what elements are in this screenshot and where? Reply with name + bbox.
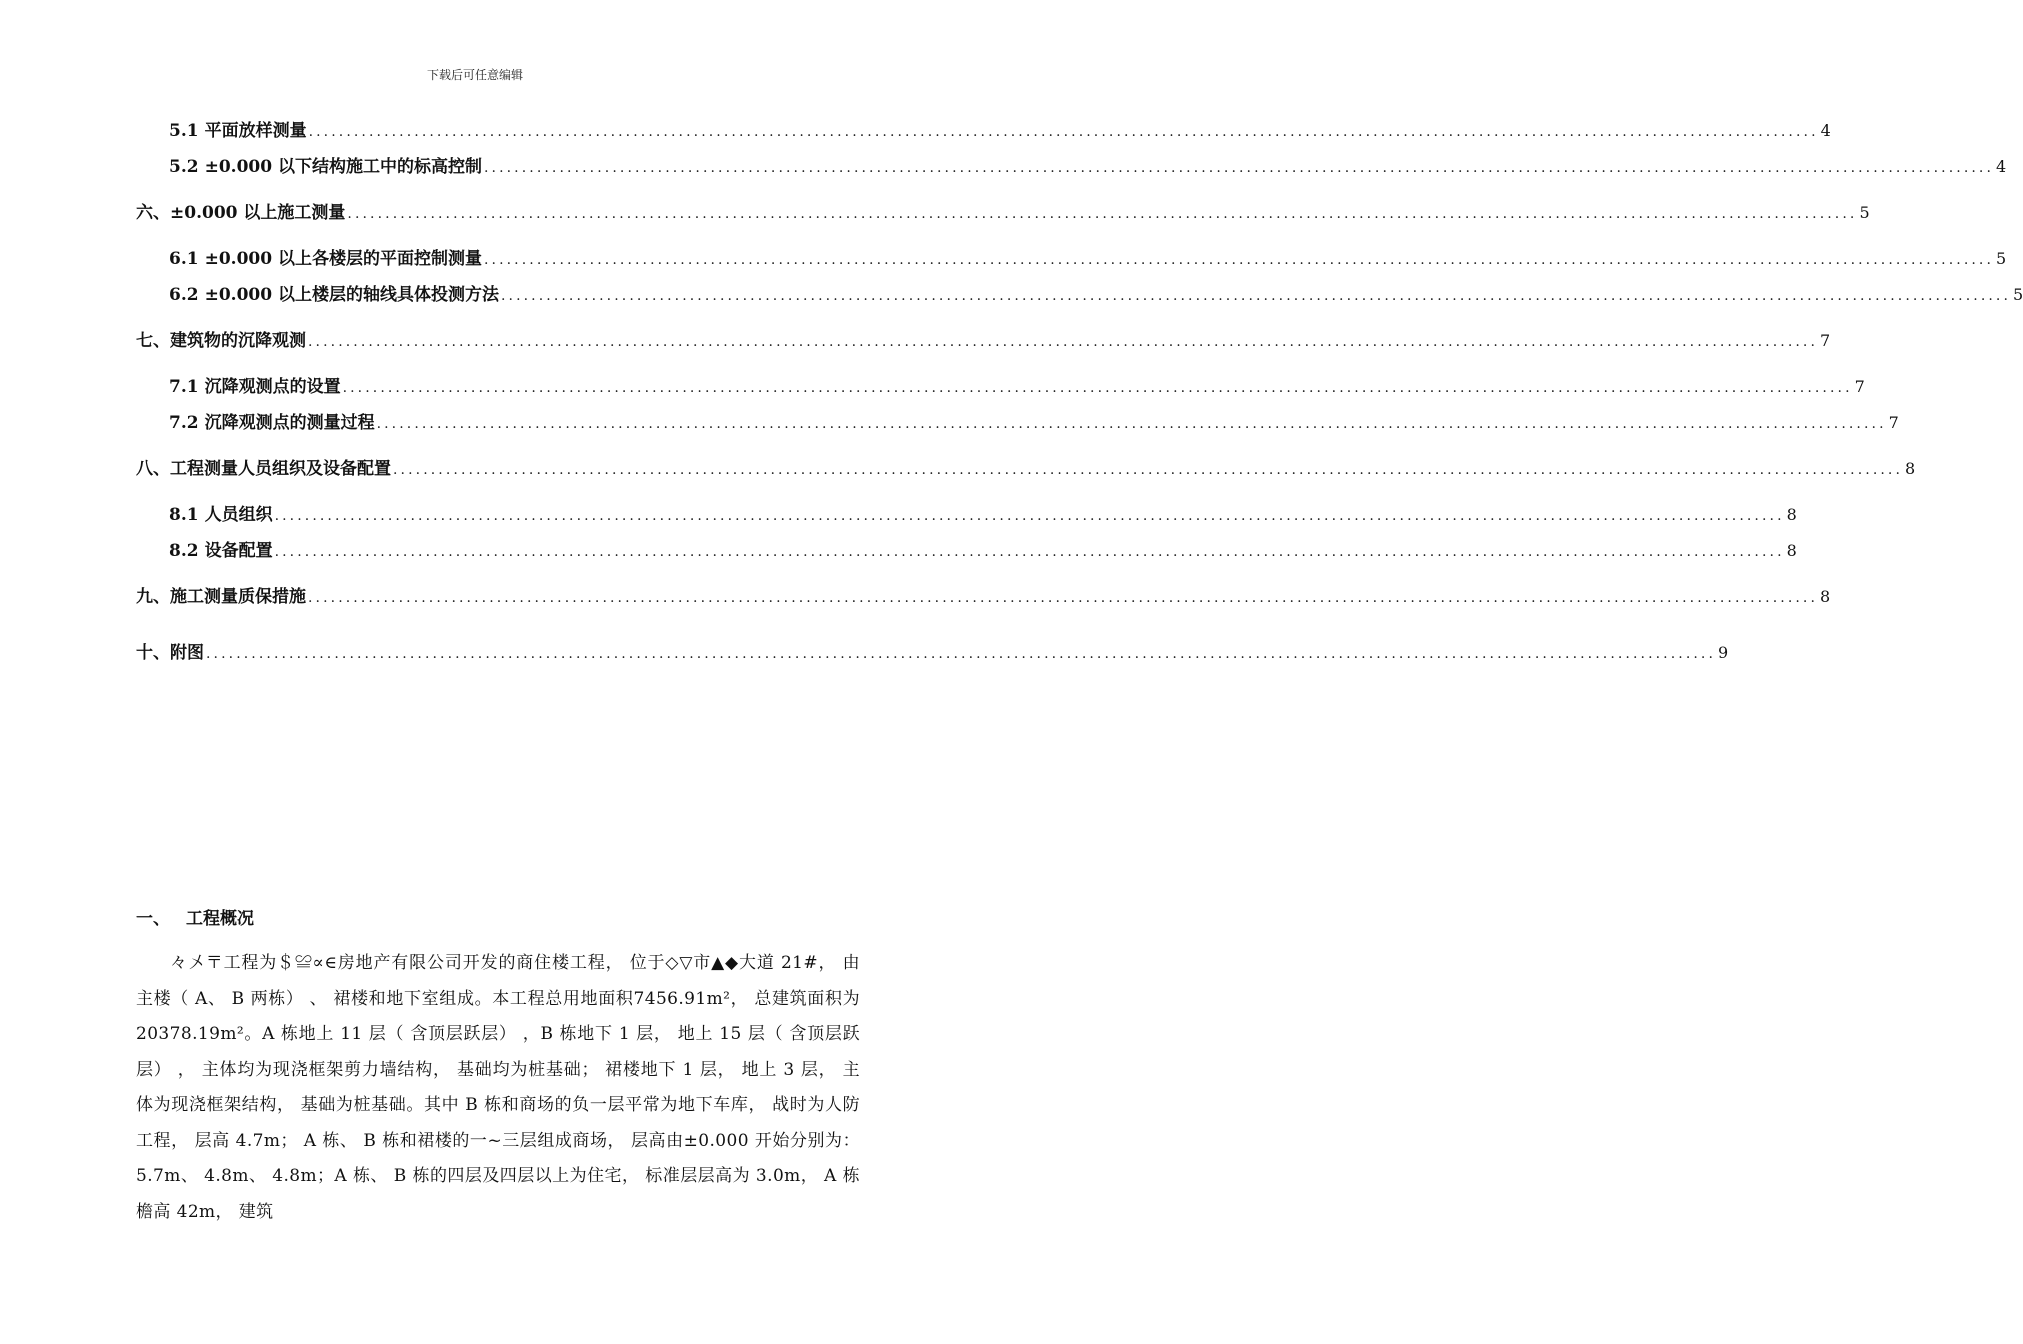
- toc-entry-title: 建筑物的沉降观测: [170, 331, 306, 351]
- toc-entry-number: 六、: [136, 203, 170, 223]
- toc-leader-dots: ........................................................................................................................................................................................................: [342, 380, 1853, 396]
- body-paragraph: [136, 946, 860, 1230]
- toc-page-number: 4: [1820, 121, 1831, 140]
- toc-entry-number: 5.1: [169, 121, 199, 141]
- toc-page-number: 5: [2013, 285, 2023, 304]
- toc-leader-dots: ........................................................................................................................................................................................................: [274, 544, 1785, 560]
- toc-entry-number: 八、: [136, 459, 170, 479]
- toc-entry[interactable]: [136, 198, 1870, 223]
- toc-entry[interactable]: [169, 408, 1899, 433]
- toc-entry-number: 7.2: [169, 413, 199, 433]
- toc-page-number: 8: [1786, 505, 1797, 524]
- toc-page-number: 7: [1854, 377, 1865, 396]
- toc-entry-number: 七、: [136, 331, 170, 351]
- toc-entry[interactable]: [169, 500, 1797, 525]
- toc-leader-dots: ........................................................................................................................................................................................................: [308, 334, 1819, 350]
- toc-page-number: 9: [1718, 643, 1729, 662]
- section-title: 工程概况: [186, 909, 254, 929]
- toc-entry-number: 6.2: [169, 285, 199, 305]
- toc-entry-number: 6.1: [169, 249, 199, 269]
- toc-leader-dots: ........................................................................................................................................................................................................: [500, 288, 2012, 304]
- toc-leader-dots: ........................................................................................................................................................................................................: [308, 590, 1819, 606]
- toc-entry-title: 设备配置: [204, 541, 273, 561]
- toc-entry-title: 工程测量人员组织及设备配置: [170, 459, 391, 479]
- toc-entry-number: 十、: [136, 643, 170, 663]
- toc-entry-title: 沉降观测点的测量过程: [204, 413, 375, 433]
- toc-entry[interactable]: [169, 372, 1865, 397]
- toc-entry-number: 8.1: [169, 505, 199, 525]
- toc-entry-number: 九、: [136, 587, 170, 607]
- toc-entry[interactable]: [169, 244, 2007, 269]
- toc-page-number: 7: [1888, 413, 1899, 432]
- toc-entry[interactable]: [169, 536, 1797, 561]
- toc-entry[interactable]: [169, 116, 1831, 141]
- toc-entry[interactable]: [136, 326, 1831, 351]
- toc-page-number: 5: [1859, 203, 1870, 222]
- toc-entry-title: 施工测量质保措施: [170, 587, 306, 607]
- toc-entry-title: 人员组织: [204, 505, 273, 525]
- page-header: 下载后可任意编辑: [426, 68, 523, 82]
- section-heading: [136, 904, 254, 929]
- toc-entry-title: ±0.000 以上各楼层的平面控制测量: [204, 249, 482, 269]
- toc-page-number: 8: [1820, 587, 1831, 606]
- toc-page-number: 8: [1786, 541, 1797, 560]
- toc-entry[interactable]: [136, 638, 1729, 663]
- toc-entry-title: ±0.000 以上施工测量: [170, 203, 346, 223]
- toc-leader-dots: ........................................................................................................................................................................................................: [274, 508, 1785, 524]
- toc-leader-dots: ........................................................................................................................................................................................................: [308, 124, 1819, 140]
- paragraph-text: 々〤〒工程为＄≌∝∈房地产有限公司开发的商住楼工程， 位于◇▽市▲◆大道 21#， 由主楼（ A、 B 两栋） 、 裙楼和地下室组成。本工程总用地面积7456.91m²， 总建筑面积为 20378.19m²。A 栋地上 11 层（ 含顶层跃层） ，B 栋地下 1 层， 地上 15 层（ 含顶层跃层） ， 主体均为现浇框架剪力墙结构， 基础均为桩基础； 裙楼地下 1 层， 地上 3 层， 主体为现浇框架结构， 基础为桩基础。其中 B 栋和商场的负一层平常为地下车库， 战时为人防工程， 层高 4.7m； A 栋、 B 栋和裙楼的一~三层组成商场， 层高由±0.000 开始分别为： 5.7m、 4.8m、 4.8m；A 栋、 B 栋的四层及四层以上为住宅， 标准层层高为 3.0m， A 栋檐高 42m， 建筑: [136, 953, 860, 1222]
- toc-entry-title: 沉降观测点的设置: [204, 377, 341, 397]
- toc-entry[interactable]: [169, 152, 2007, 177]
- toc-leader-dots: ........................................................................................................................................................................................................: [483, 160, 1995, 176]
- toc-entry-title: 附图: [170, 643, 204, 663]
- toc-entry[interactable]: [136, 454, 1916, 479]
- toc-entry-title: ±0.000 以下结构施工中的标高控制: [204, 157, 482, 177]
- section-number: 一、: [136, 909, 170, 929]
- toc-entry-number: 5.2: [169, 157, 199, 177]
- toc-page-number: 4: [1996, 157, 2007, 176]
- toc-leader-dots: ........................................................................................................................................................................................................: [376, 416, 1887, 432]
- toc-leader-dots: ........................................................................................................................................................................................................: [483, 252, 1995, 268]
- toc-leader-dots: ........................................................................................................................................................................................................: [393, 462, 1904, 478]
- toc-page-number: 7: [1820, 331, 1831, 350]
- toc-entry[interactable]: [136, 582, 1831, 607]
- toc-leader-dots: ........................................................................................................................................................................................................: [347, 206, 1858, 222]
- toc-entry-number: 7.1: [169, 377, 199, 397]
- toc-entry-title: ±0.000 以上楼层的轴线具体投测方法: [204, 285, 499, 305]
- toc-entry-title: 平面放样测量: [204, 121, 307, 141]
- toc-entry-number: 8.2: [169, 541, 199, 561]
- toc-page-number: 5: [1996, 249, 2007, 268]
- toc-entry[interactable]: [169, 280, 2023, 305]
- toc-leader-dots: ........................................................................................................................................................................................................: [206, 646, 1717, 662]
- toc-page-number: 8: [1905, 459, 1916, 478]
